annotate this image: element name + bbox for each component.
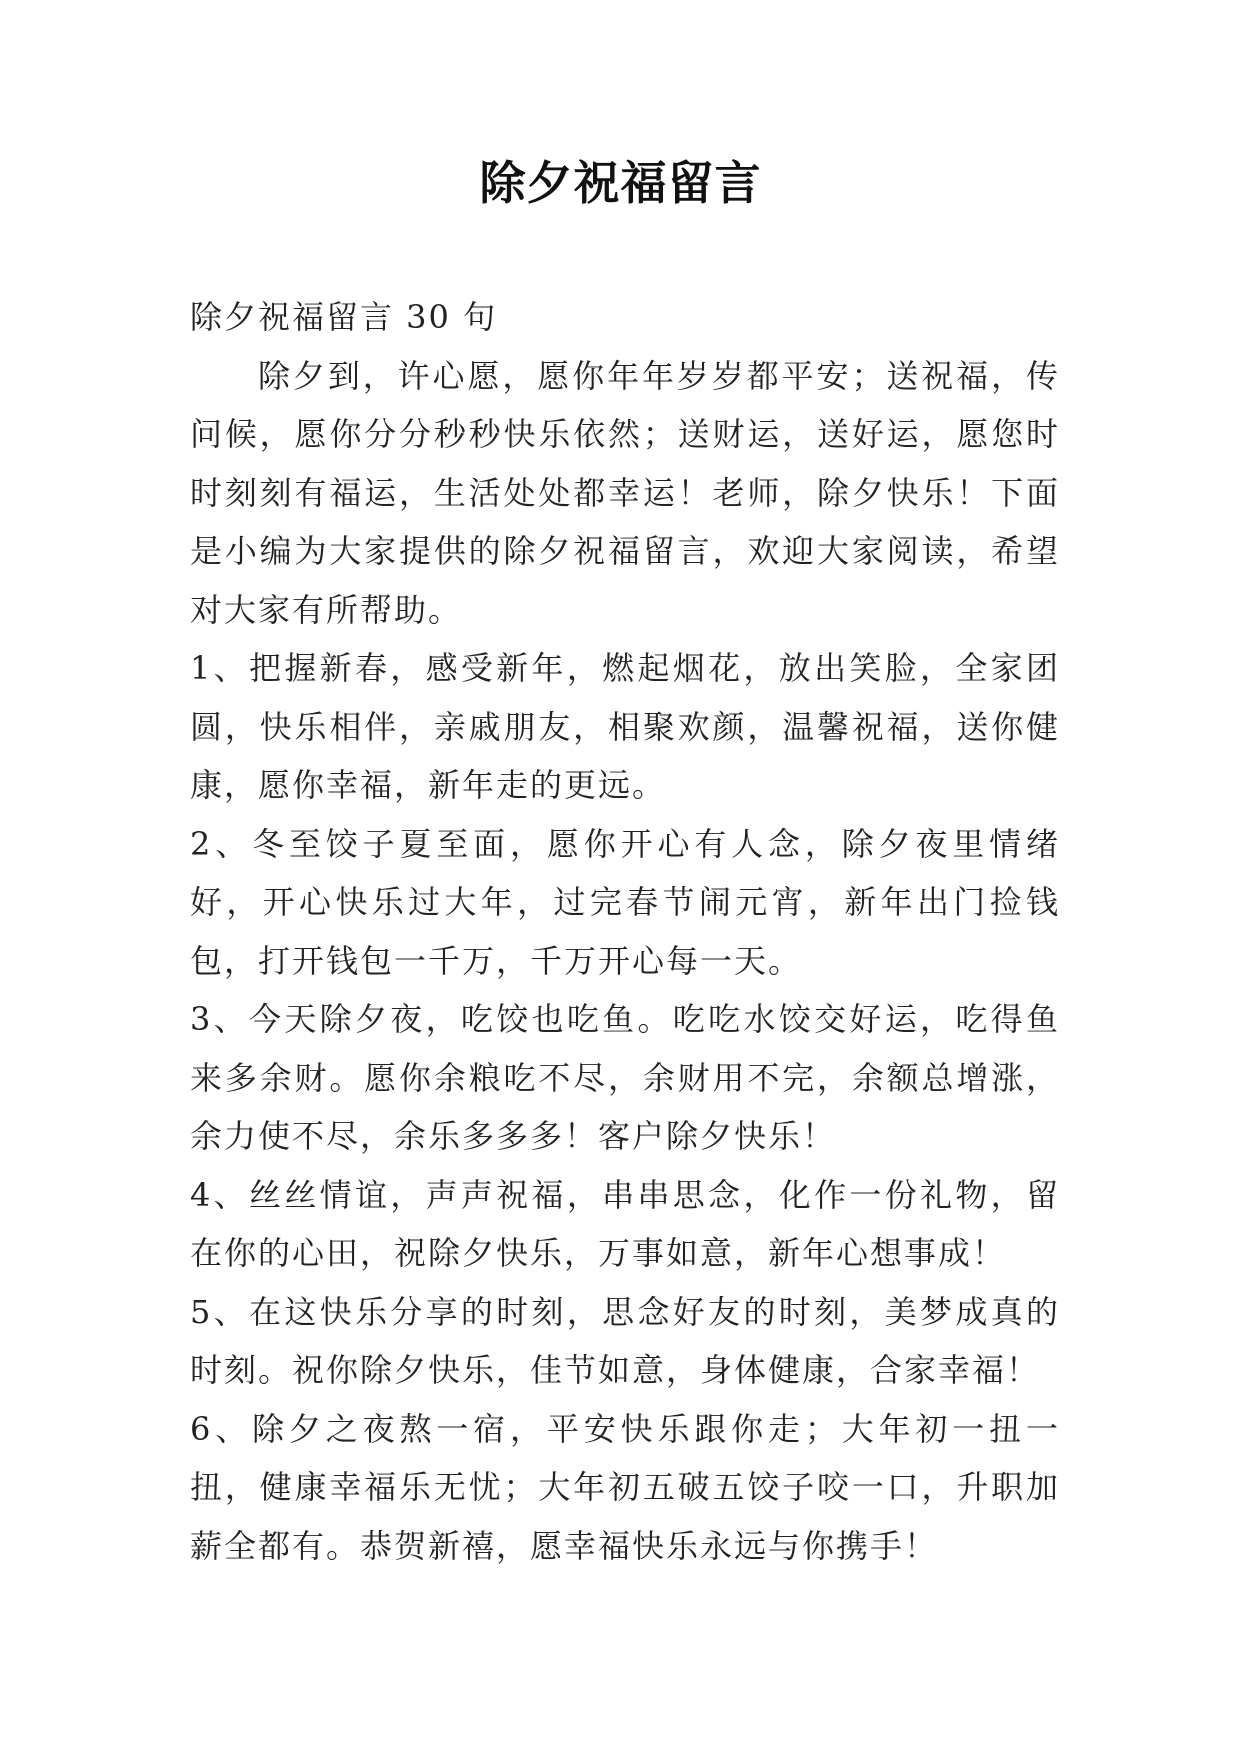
blessing-item-5: 5、在这快乐分享的时刻，思念好友的时刻，美梦成真的时刻。祝你除夕快乐，佳节如意，身体健康，合家幸福！ [190, 1292, 1060, 1389]
document-body [190, 288, 1060, 1575]
blessing-item-4: 4、丝丝情谊，声声祝福，串串思念，化作一份礼物，留在你的心田，祝除夕快乐，万事如意，新年心想事成！ [190, 1175, 1060, 1272]
blessing-item-3: 3、今天除夕夜，吃饺也吃鱼。吃吃水饺交好运，吃得鱼来多余财。愿你余粮吃不尽，余财用不完，余额总增涨，余力使不尽，余乐多多多！客户除夕快乐！ [190, 1000, 1060, 1155]
blessing-item-2: 2、冬至饺子夏至面，愿你开心有人念，除夕夜里情绪好，开心快乐过大年，过完春节闹元宵，新年出门捡钱包，打开钱包一千万，千万开心每一天。 [190, 824, 1060, 980]
blessing-item-6: 6、除夕之夜熬一宿，平安快乐跟你走；大年初一扭一扭，健康幸福乐无忧；大年初五破五饺子咬一口，升职加薪全都有。恭贺新禧，愿幸福快乐永远与你携手！ [190, 1409, 1060, 1565]
document-title: 除夕祝福留言 [479, 156, 762, 210]
blessing-item-1: 1、把握新春，感受新年，燃起烟花，放出笑脸，全家团圆，快乐相伴，亲戚朋友，相聚欢颜，温馨祝福，送你健康，愿你幸福，新年走的更远。 [190, 649, 1060, 804]
intro-paragraph: 除夕到，许心愿，愿你年年岁岁都平安；送祝福，传问候，愿你分分秒秒快乐依然；送财运，送好运，愿您时时刻刻有福运，生活处处都幸运！老师，除夕快乐！下面是小编为大家提供的除夕祝福留言，欢迎大家阅读，希望对大家有所帮助。 [190, 356, 1060, 629]
document-subtitle: 除夕祝福留言 30 句 [190, 298, 498, 336]
